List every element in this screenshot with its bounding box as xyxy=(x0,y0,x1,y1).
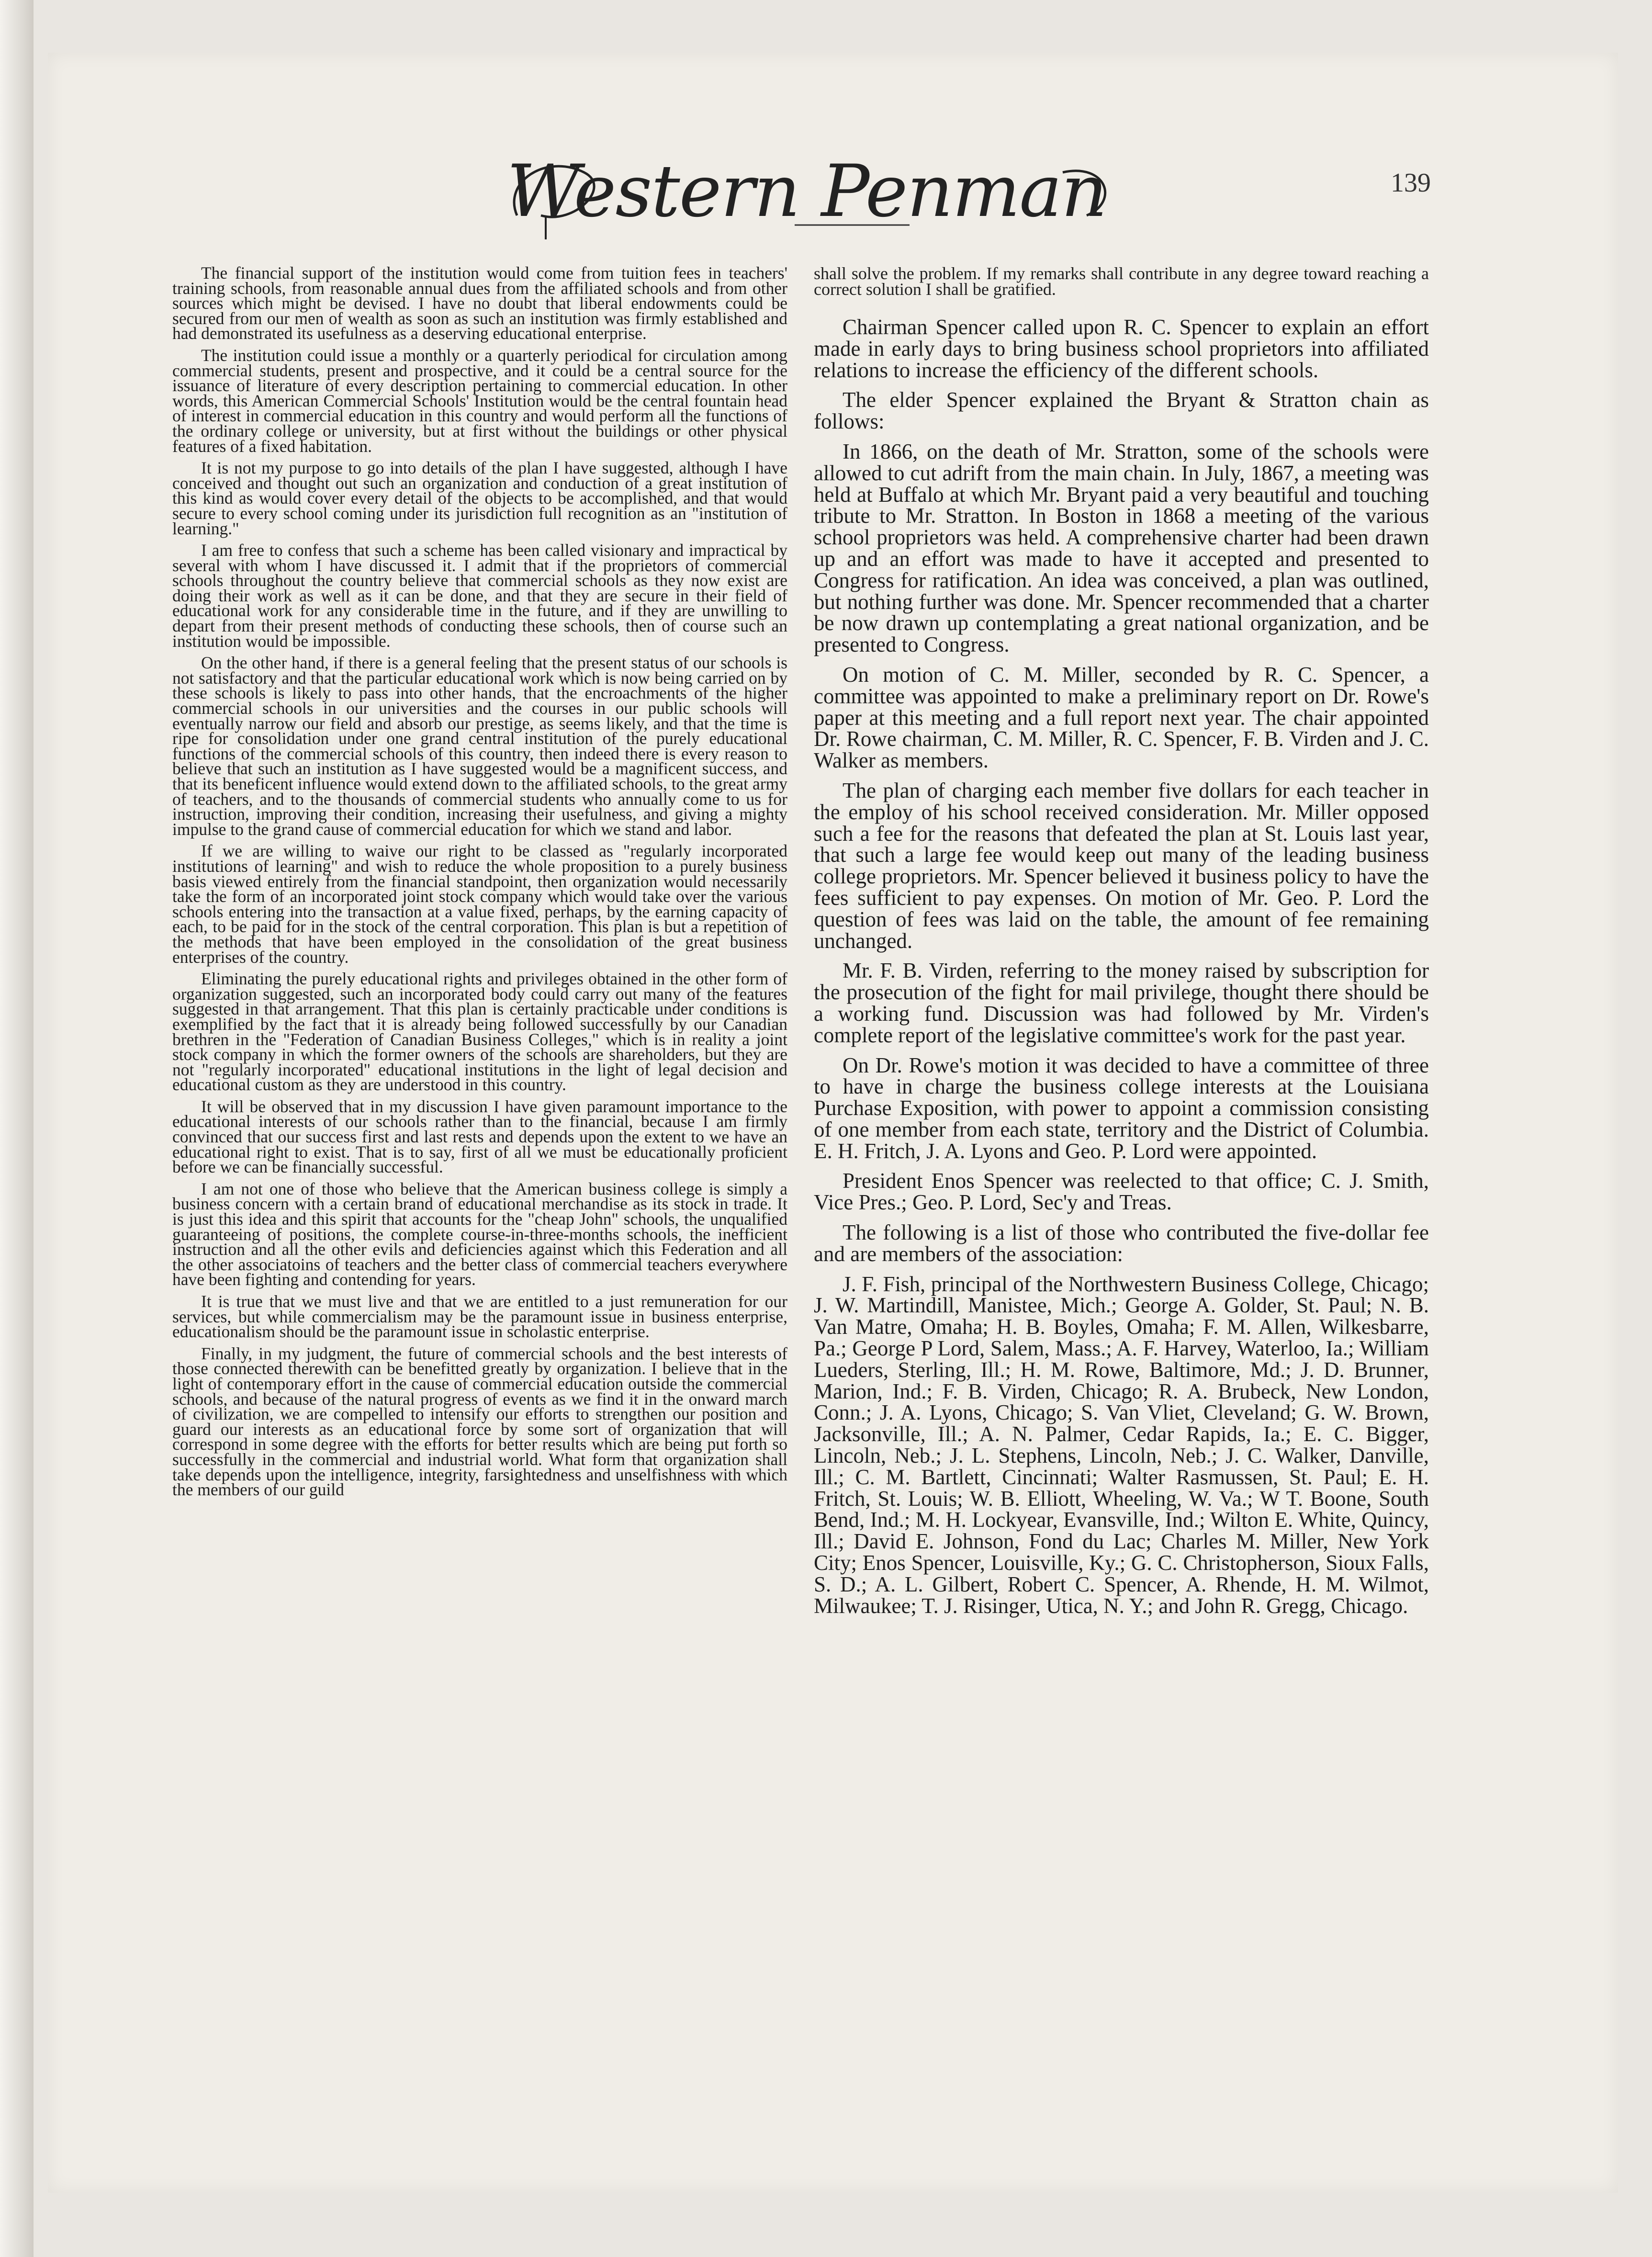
paragraph: It is not my purpose to go into details of the plan I have suggested, although I have conceived and thought out such an organization and conduction of a great institution of this kind as would cover every detail of the objects to be accomplished, and that would secure to every school coming under its jurisdiction full recognition as an "institution of learning." xyxy=(172,458,787,538)
paragraph: The financial support of the institution would come from tuition fees in teachers' training schools, from reasonable annual dues from the affiliated schools and from other sources which might be devised. I have no doubt that liberal endowments could be secured from our men of wealth as soon as such an institution was firmly established and had demonstrated its usefulness as a deserving educational enterprise. xyxy=(172,263,787,343)
paragraph: In 1866, on the death of Mr. Stratton, some of the schools were allowed to cut adrift from the main chain. In July, 1867, a meeting was held at Buffalo at which Mr. Bryant paid a very beautiful and touching tribute to Mr. Stratton. In Boston in 1868 a meeting of the various school proprietors was held. A comprehensive charter had been drawn up and an effort was made to have it accepted and presented to Congress for ratification. An idea was conceived, a plan was outlined, but nothing further was done. Mr. Spencer recommended that a charter be now drawn up contemplating a great national organization, and be presented to Congress. xyxy=(814,439,1429,657)
paragraph: If we are willing to waive our right to be classed as "regularly incorporated institutions of learning" and wish to reduce the whole proposition to a purely business basis viewed entirely from the financial standpoint, then organization would necessarily take the form of an incorporated joint stock company which would take over the various schools entering into the transaction at a value fixed, perhaps, by the earning capacity of each, to be paid for in the stock of the central corporation. This plan is but a repetition of the methods that have been employed in the consolidation of the great business enterprises of the country. xyxy=(172,841,787,967)
paragraph: Finally, in my judgment, the future of commercial schools and the best interests of those connected therewith can be benefitted greatly by organization. I believe that in the light of contemporary effort in the cause of commercial education outside the commercial schools, and because of the natural progress of events as we find it in the onward march of civilization, we are compelled to intensify our efforts to strengthen our position and guard our interests as an educational force by some sort of organization that will correspond in some degree with the efforts for better results which are being put forth so successfully in the commercial and industrial world. What form that organization shall take depends upon the intelligence, integrity, farsightedness and unselfishness with which the members of our guild xyxy=(172,1343,787,1500)
paragraph: The institution could issue a monthly or a quarterly periodical for circulation among commercial students, present and prospective, and it could be a central source for the issuance of literature of every description pertaining to commercial education. In other words, this American Commercial Schools' Institution would be the central fountain head of interest in commercial education in this country and would perform all the functions of the ordinary college or university, but at first without the buildings or other physical features of a fixed habitation. xyxy=(172,345,787,456)
masthead-flourish xyxy=(488,144,1125,249)
paragraph-continuation: shall solve the problem. If my remarks shall contribute in any degree toward reaching a correct solution I shall be gratified. xyxy=(814,264,1429,299)
masthead xyxy=(488,144,1125,249)
masthead-title: Western Penman xyxy=(506,150,1107,233)
paragraph: Chairman Spencer called upon R. C. Spencer to explain an effort made in early days to bring business school proprietors into affiliated relations to increase the efficiency of the different schools. xyxy=(814,315,1429,382)
paragraph: On Dr. Rowe's motion it was decided to have a committee of three to have in charge the business college interests at the Louisiana Purchase Exposition, with power to appoint a commission consisting of one member from each state, territory and the District of Columbia. E. H. Fritch, J. A. Lyons and Geo. P. Lord were appointed. xyxy=(814,1053,1429,1163)
paragraph: Eliminating the purely educational rights and privileges obtained in the other form of organization suggested, such an incorporated body could carry out many of the features suggested in that arrangement. That this plan is certainly practicable under conditions is exemplified by the fact that it is already being followed successfully by our Canadian brethren in the "Federation of Canadian Business Colleges," which is in reality a joint stock company in which the former owners of the schools are shareholders, but they are not "regularly incorporated" educational institutions in the light of legal decision and educational custom as they are understood in this country. xyxy=(172,969,787,1095)
paragraph: The following is a list of those who contributed the five-dollar fee and are members of the association: xyxy=(814,1220,1429,1266)
member-list: J. F. Fish, principal of the Northwestern Business College, Chicago; J. W. Martindill, Manistee, Mich.; George A. Golder, St. Paul; N. B. Van Matre, Omaha; H. B. Boyles, Omaha; F. M. Allen, Wilkesbarre, Pa.; George P Lord, Salem, Mass.; A. F. Harvey, Waterloo, Ia.; William Lueders, Sterling, Ill.; H. M. Rowe, Baltimore, Md.; J. D. Brunner, Marion, Ind.; F. B. Virden, Chicago; R. A. Brubeck, New London, Conn.; J. A. Lyons, Chicago; S. Van Vliet, Cleveland; G. W. Brown, Jacksonville, Ill.; A. N. Palmer, Cedar Rapids, Ia.; E. C. Bigger, Lincoln, Neb.; J. L. Stephens, Lincoln, Neb.; J. C. Walker, Danville, Ill.; C. M. Bartlett, Cincinnati; Walter Rasmussen, St. Paul; E. H. Fritch, St. Louis; W. B. Elliott, Wheeling, W. Va.; W T. Boone, South Bend, Ind.; M. H. Lockyear, Evansville, Ind.; Wilton E. White, Quincy, Ill.; David E. Johnson, Fond du Lac; Charles M. Miller, New York City; Enos Spencer, Louisville, Ky.; G. C. Christopherson, Sioux Falls, S. D.; A. L. Gilbert, Robert C. Spencer, A. Rhende, H. M. Wilmot, Milwaukee; T. J. Risinger, Utica, N. Y.; and John R. Gregg, Chicago. xyxy=(814,1272,1429,1618)
paragraph: President Enos Spencer was reelected to that office; C. J. Smith, Vice Pres.; Geo. P. Lord, Sec'y and Treas. xyxy=(814,1169,1429,1215)
page-number: 139 xyxy=(1391,168,1431,198)
paragraph: On motion of C. M. Miller, seconded by R. C. Spencer, a committee was appointed to make a preliminary report on Dr. Rowe's paper at this meeting and a full report next year. The chair appointed Dr. Rowe chairman, C. M. Miller, R. C. Spencer, F. B. Virden and J. C. Walker as members. xyxy=(814,662,1429,773)
paragraph: It will be observed that in my discussion I have given paramount importance to the educational interests of our schools rather than to the financial, because I am firmly convinced that our success first and last rests and depends upon the extent to we have an educational right to exist. That is to say, first of all we must be educationally proficient before we can be financially successful. xyxy=(172,1096,787,1177)
paragraph: The elder Spencer explained the Bryant & Stratton chain as follows: xyxy=(814,388,1429,434)
paragraph: I am not one of those who believe that the American business college is simply a business concern with a certain brand of educational merchandise as its stock in trade. It is just this idea and this spirit that accounts for the "cheap John" schools, the unqualified guaranteeing of positions, the complete course-in-three-months schools, the inefficient instruction and all the other evils and deficiencies against which this Federation and all the other associatoins of teachers and the better class of commercial teachers everywhere have been fighting and contending for years. xyxy=(172,1179,787,1289)
left-column xyxy=(172,263,787,1504)
paragraph: On the other hand, if there is a general feeling that the present status of our schools is not satisfactory and that the particular educational work which is now being carried on by these schools is likely to pass into other hands, that the encroachments of the higher commercial schools in our universities and the courses in our public schools will eventually narrow our field and absorb our prestige, as seems likely, and that the time is ripe for consolidation under one grand central institution of the purely educational functions of the commercial schools of this country, then indeed there is every reason to believe that such an institution as I have suggested would be a magnificent success, and that its beneficent influence would extend down to the affiliated schools, to the great army of teachers, and to the thousands of commercial students who annually come to us for instruction, improving their condition, increasing their usefulness, and giving a mighty impulse to the grand cause of commercial education for which we stand and labor. xyxy=(172,653,787,839)
paragraph: The plan of charging each member five dollars for each teacher in the employ of his school received consideration. Mr. Miller opposed such a fee for the reasons that defeated the plan at St. Louis last year, that such a large fee would keep out many of the leading business college proprietors. Mr. Spencer believed it business policy to have the fees sufficient to pay expenses. On motion of Mr. Geo. P. Lord the question of fees was laid on the table, the amount of fee remaining unchanged. xyxy=(814,778,1429,953)
paragraph: It is true that we must live and that we are entitled to a just remuneration for our services, but while commercialism may be the paramount issue in business enterprise, educationalism should be the paramount issue in scholastic enterprise. xyxy=(172,1292,787,1342)
paragraph: I am free to confess that such a scheme has been called visionary and impractical by several with whom I have discussed it. I admit that if the proprietors of commercial schools throughout the country believe that commercial schools as they now exist are doing their work as well as it can be done, and that they are secure in their field of educational work for any considerable time in the future, and if they are unwilling to depart from their present methods of conducting these schools, then of course such an institution would be impossible. xyxy=(172,541,787,651)
paragraph: Mr. F. B. Virden, referring to the money raised by subscription for the prosecution of the fight for mail privilege, thought there should be a working fund. Discussion was had followed by Mr. Virden's complete report of the legislative committee's work for the past year. xyxy=(814,959,1429,1047)
right-column xyxy=(814,266,1429,1625)
book-spine xyxy=(0,0,34,2257)
